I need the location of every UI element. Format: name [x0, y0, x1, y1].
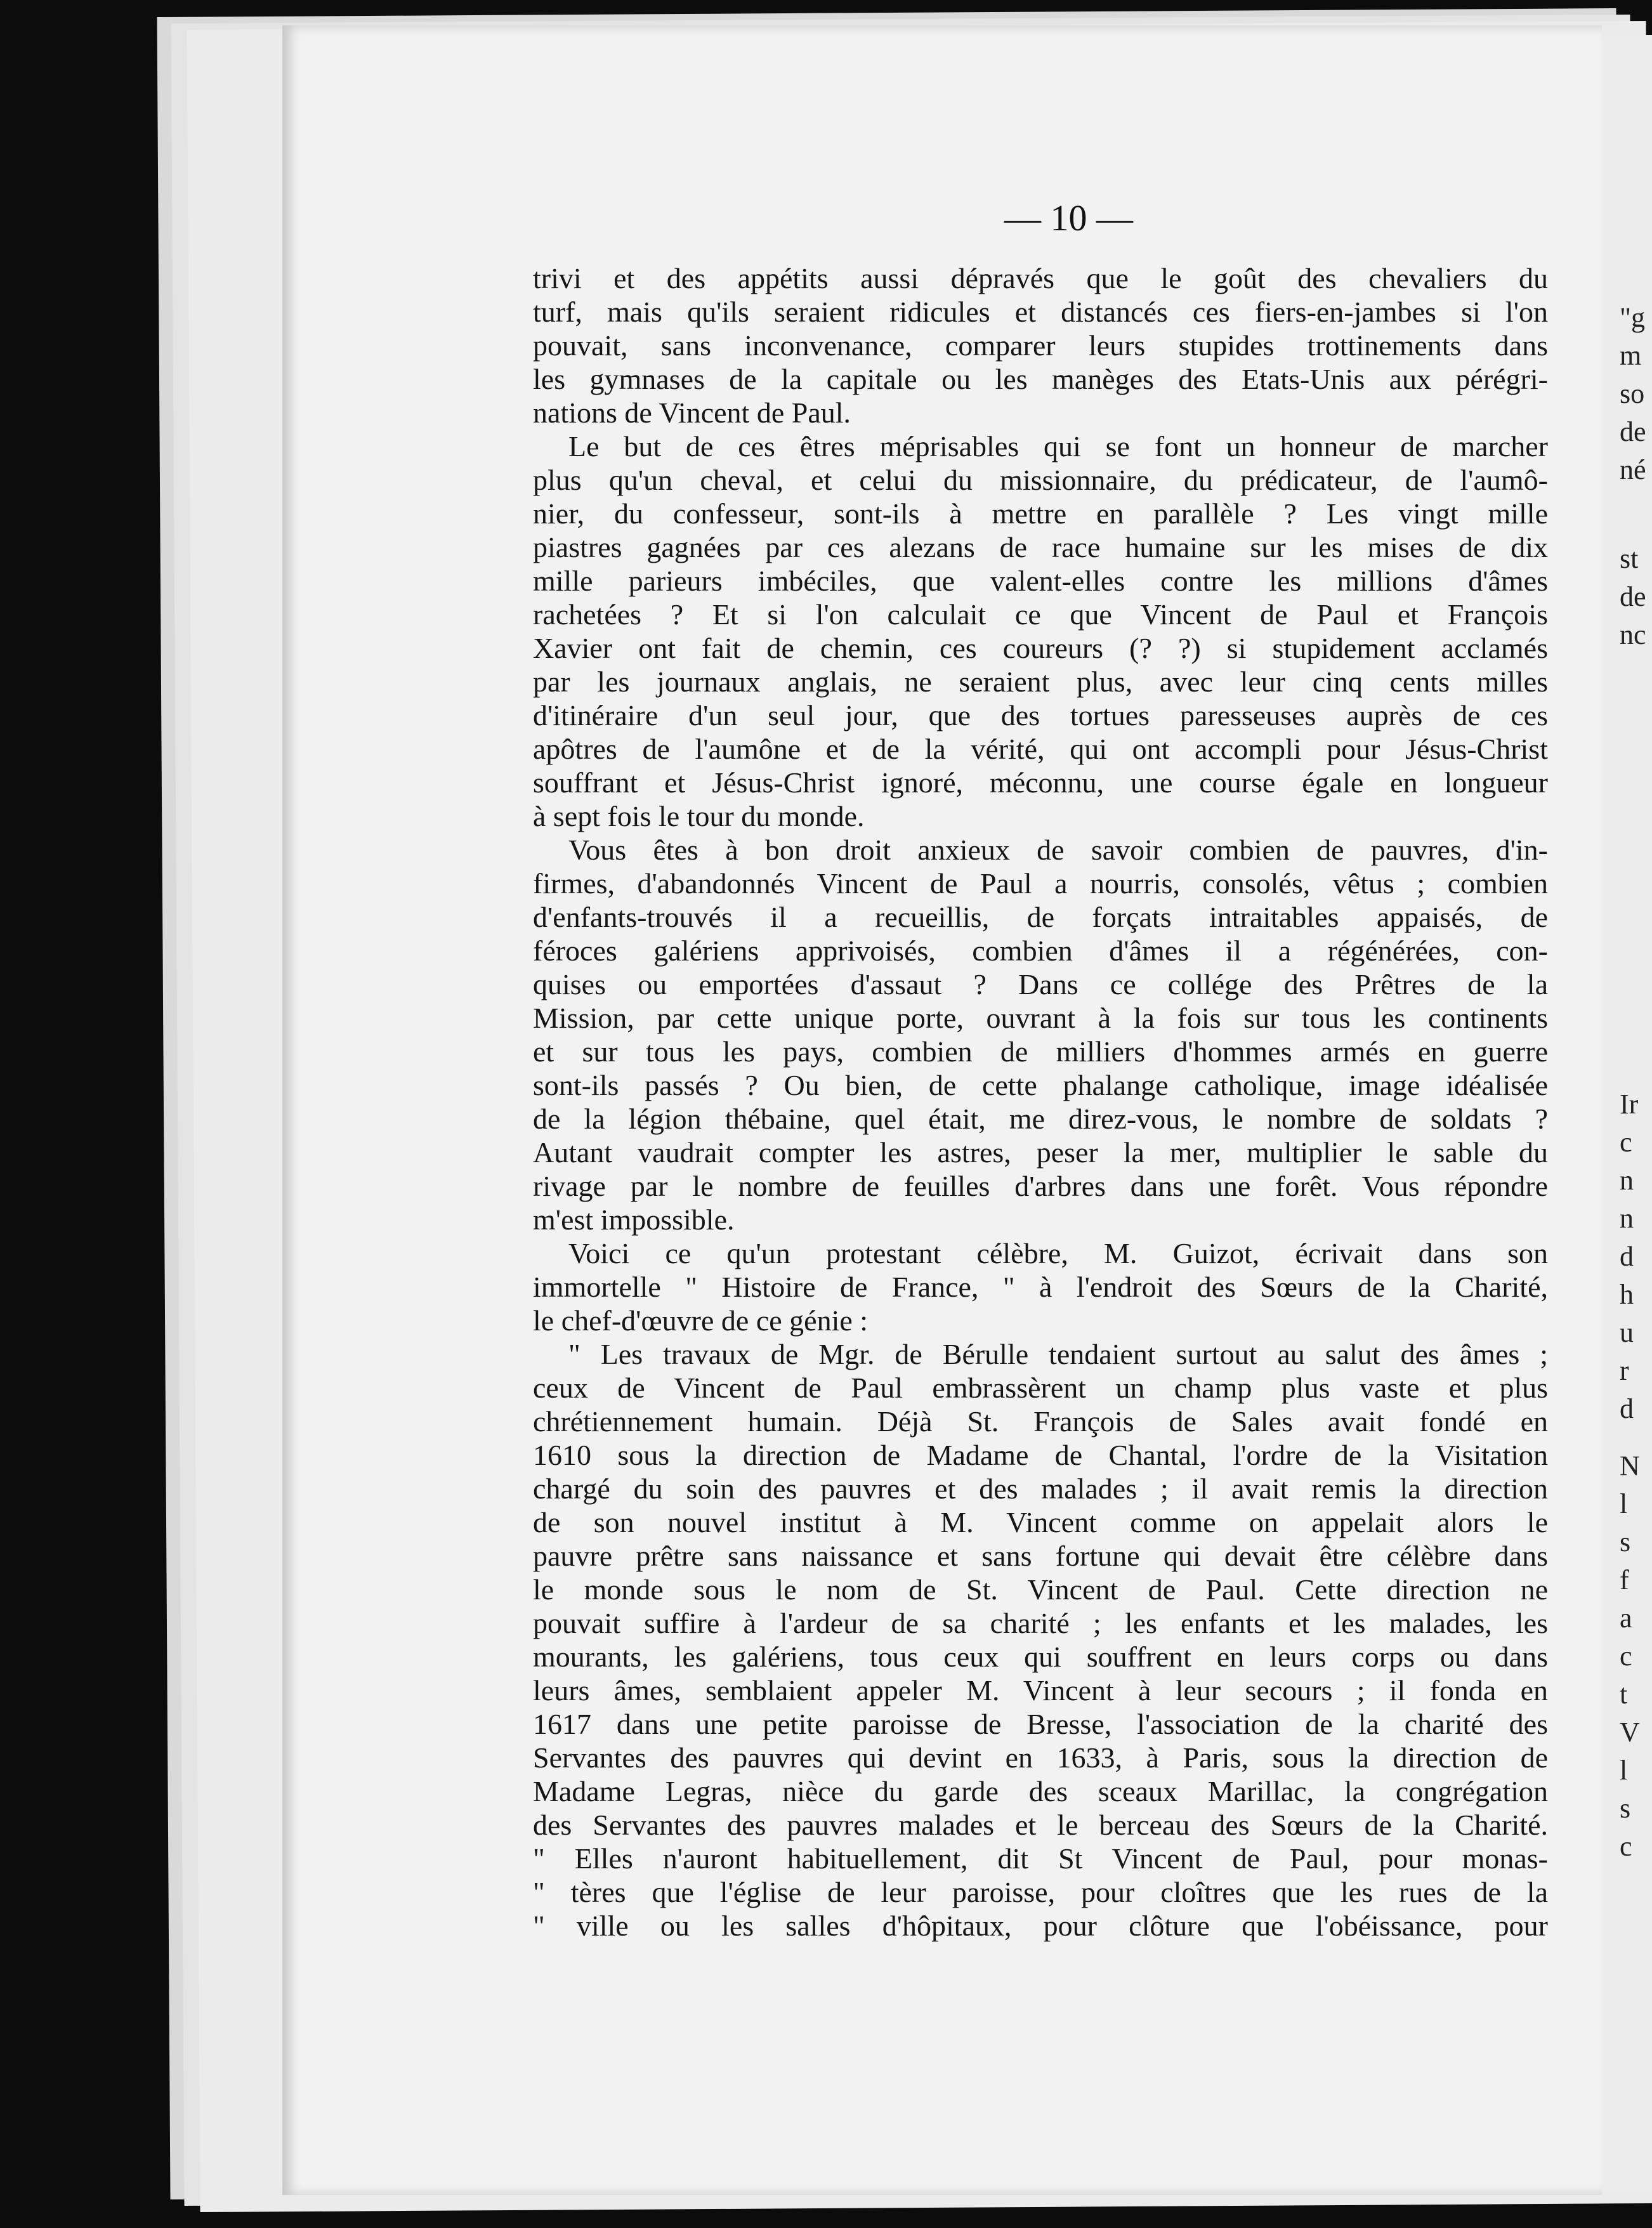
- text-line: rivage par le nombre de feuilles d'arbres dans une forêt. Vous répondre: [533, 1170, 1548, 1202]
- facing-page-fragment: so: [1620, 378, 1645, 409]
- text-line: apôtres de l'aumône et de la vérité, qui ont accompli pour Jésus-Christ: [533, 733, 1548, 765]
- facing-page-fragment: c: [1620, 1641, 1632, 1672]
- facing-page-fragment: nc: [1620, 619, 1646, 650]
- facing-page-fragment: u: [1620, 1317, 1634, 1348]
- facing-page-fragment: a: [1620, 1602, 1632, 1634]
- facing-page-fragment: n: [1620, 1165, 1634, 1196]
- facing-page-fragment: Ir: [1620, 1089, 1639, 1120]
- body-text: [533, 261, 1548, 1943]
- text-line: de la légion thébaine, quel était, me direz-vous, le nombre de soldats ?: [533, 1103, 1548, 1135]
- text-line: firmes, d'abandonnés Vincent de Paul a nourris, consolés, vêtus ; combien: [533, 867, 1548, 900]
- text-line: d'enfants-trouvés il a recueillis, de forçats intraitables appaisés, de: [533, 901, 1548, 933]
- text-line: Mission, par cette unique porte, ouvrant à la fois sur tous les continents: [533, 1002, 1548, 1034]
- facing-page-fragment: d: [1620, 1241, 1634, 1272]
- text-line: m'est impossible.: [533, 1203, 735, 1236]
- text-line: pouvait, sans inconvenance, comparer leurs stupides trottinements dans: [533, 329, 1548, 362]
- text-line: pauvre prêtre sans naissance et sans fortune qui devait être célèbre dans: [533, 1540, 1548, 1572]
- text-line: chrétiennement humain. Déjà St. François de Sales avait fondé en: [533, 1405, 1548, 1438]
- text-line: nier, du confesseur, sont-ils à mettre en parallèle ? Les vingt mille: [533, 497, 1548, 530]
- text-line: chargé du soin des pauvres et des malades ; il avait remis la direction: [533, 1472, 1548, 1505]
- text-line: sont-ils passés ? Ou bien, de cette phalange catholique, image idéalisée: [533, 1069, 1548, 1101]
- text-line: Le but de ces êtres méprisables qui se font un honneur de marcher: [568, 430, 1548, 462]
- text-line: plus qu'un cheval, et celui du missionnaire, du prédicateur, de l'aumô-: [533, 464, 1548, 496]
- text-line: et sur tous les pays, combien de milliers d'hommes armés en guerre: [533, 1035, 1548, 1068]
- facing-page-fragment: s: [1620, 1793, 1631, 1824]
- facing-page-fragment: de: [1620, 416, 1646, 447]
- facing-page-fragment: N: [1620, 1450, 1640, 1481]
- facing-page-fragment: de: [1620, 581, 1646, 612]
- text-line: 1617 dans une petite paroisse de Bresse, l'association de la charité des: [533, 1708, 1548, 1740]
- text-line: ceux de Vincent de Paul embrassèrent un champ plus vaste et plus: [533, 1372, 1548, 1404]
- text-line: à sept fois le tour du monde.: [533, 800, 865, 832]
- facing-page-edge: [1602, 35, 1652, 2192]
- facing-page-fragment: st: [1620, 543, 1639, 574]
- facing-page-fragment: d: [1620, 1393, 1634, 1424]
- text-line: leurs âmes, semblaient appeler M. Vincent à leur secours ; il fonda en: [533, 1674, 1548, 1707]
- text-line: Servantes des pauvres qui devint en 1633, à Paris, sous la direction de: [533, 1741, 1548, 1774]
- text-line: féroces galériens apprivoisés, combien d'âmes il a régénérées, con-: [533, 934, 1548, 967]
- text-line: de son nouvel institut à M. Vincent comme on appelait alors le: [533, 1506, 1548, 1538]
- text-line: souffrant et Jésus-Christ ignoré, méconnu, une course égale en longueur: [533, 766, 1548, 799]
- facing-page-fragment: l: [1620, 1488, 1628, 1519]
- facing-page-fragment: c: [1620, 1831, 1632, 1862]
- text-line: des Servantes des pauvres malades et le berceau des Sœurs de la Charité.: [533, 1809, 1548, 1841]
- facing-page-fragment: r: [1620, 1355, 1629, 1386]
- text-line: trivi et des appétits aussi dépravés que le goût des chevaliers du: [533, 262, 1548, 294]
- facing-page-fragment: c: [1620, 1127, 1632, 1158]
- text-line: le chef-d'œuvre de ce génie :: [533, 1304, 869, 1337]
- text-line: " ville ou les salles d'hôpitaux, pour clôture que l'obéissance, pour: [533, 1910, 1548, 1942]
- text-line: les gymnases de la capitale ou les manèges des Etats-Unis aux pérégri-: [533, 363, 1548, 395]
- text-line: Madame Legras, nièce du garde des sceaux Marillac, la congrégation: [533, 1775, 1548, 1807]
- text-line: Xavier ont fait de chemin, ces coureurs (? ?) si stupidement acclamés: [533, 632, 1548, 664]
- facing-page-fragment: f: [1620, 1564, 1629, 1596]
- text-line: " Elles n'auront habituellement, dit St Vincent de Paul, pour monas-: [533, 1842, 1548, 1875]
- text-line: immortelle " Histoire de France, " à l'endroit des Sœurs de la Charité,: [533, 1271, 1548, 1303]
- text-line: Autant vaudrait compter les astres, peser la mer, multiplier le sable du: [533, 1136, 1548, 1169]
- text-line: Voici ce qu'un protestant célèbre, M. Guizot, écrivait dans son: [568, 1237, 1548, 1269]
- facing-page-fragment: s: [1620, 1526, 1631, 1557]
- text-line: par les journaux anglais, ne seraient plus, avec leur cinq cents milles: [533, 665, 1548, 698]
- text-line: pouvait suffire à l'ardeur de sa charité ; les enfants et les malades, les: [533, 1607, 1548, 1639]
- page-number: — 10 —: [1004, 197, 1133, 239]
- facing-page-fragment: l: [1620, 1755, 1628, 1786]
- facing-page-fragment: m: [1620, 340, 1642, 371]
- text-line: mourants, les galériens, tous ceux qui souffrent en leurs corps ou dans: [533, 1641, 1548, 1673]
- text-line: turf, mais qu'ils seraient ridicules et distancés ces fiers-en-jambes si l'on: [533, 296, 1548, 328]
- text-line: nations de Vincent de Paul.: [533, 396, 851, 429]
- text-line: " Les travaux de Mgr. de Bérulle tendaient surtout au salut des âmes ;: [568, 1338, 1548, 1370]
- facing-page-fragment: V: [1620, 1717, 1640, 1748]
- facing-page-fragment: t: [1620, 1679, 1628, 1710]
- text-line: le monde sous le nom de St. Vincent de Paul. Cette direction ne: [533, 1573, 1548, 1606]
- facing-page-fragment: h: [1620, 1279, 1634, 1310]
- text-line: rachetées ? Et si l'on calculait ce que Vincent de Paul et François: [533, 598, 1548, 631]
- facing-page-fragment: "g: [1620, 302, 1645, 333]
- text-line: mille parieurs imbéciles, que valent-elles contre les millions d'âmes: [533, 565, 1548, 597]
- text-line: piastres gagnées par ces alezans de race humaine sur les mises de dix: [533, 531, 1548, 563]
- text-line: quises ou emportées d'assaut ? Dans ce collége des Prêtres de la: [533, 968, 1548, 1000]
- text-line: d'itinéraire d'un seul jour, que des tortues paresseuses auprès de ces: [533, 699, 1548, 731]
- facing-page-fragment: n: [1620, 1203, 1634, 1234]
- text-line: 1610 sous la direction de Madame de Chantal, l'ordre de la Visitation: [533, 1439, 1548, 1471]
- facing-page-fragment: né: [1620, 454, 1646, 485]
- text-line: " tères que l'église de leur paroisse, pour cloîtres que les rues de la: [533, 1876, 1548, 1908]
- text-line: Vous êtes à bon droit anxieux de savoir combien de pauvres, d'in-: [568, 834, 1548, 866]
